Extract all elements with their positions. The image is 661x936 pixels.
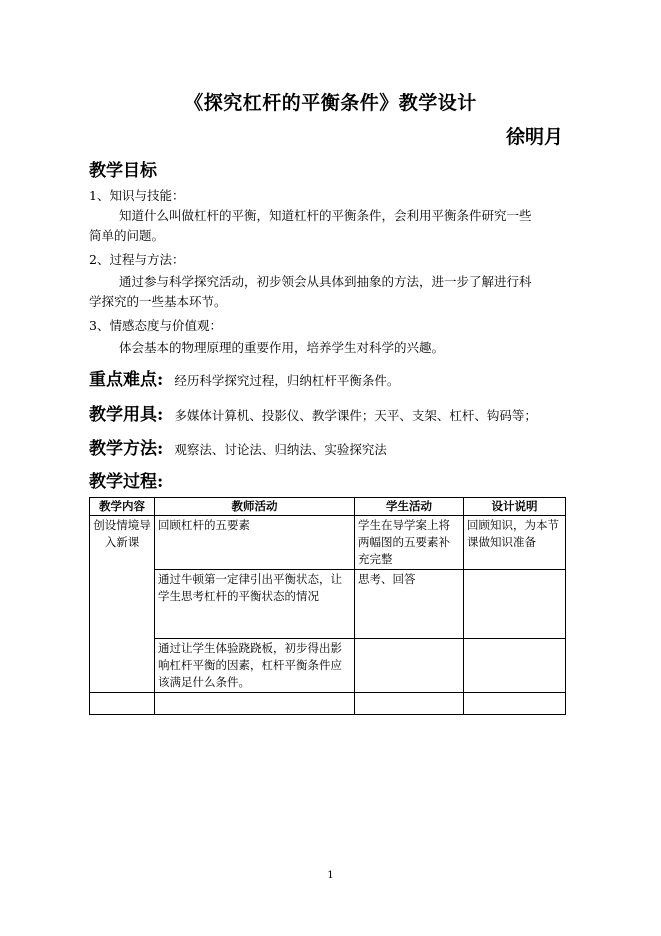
empty-cell [90,693,155,715]
student-cell [355,639,464,693]
document-title: 《探究杠杆的平衡条件》教学设计 [184,92,477,114]
tools-heading: 教学用具: [89,405,164,425]
objective-2-text-line1: 通过参与科学探究活动，初步领会从具体到抽象的方法，进一步了解进行科 [119,274,532,289]
design-cell [464,570,566,639]
methods-text: 观察法、讨论法、归纳法、实验探究法 [174,442,387,457]
objective-2-label: 2、过程与方法： [89,252,185,267]
header-teacher-activity: 教师活动 [155,498,355,516]
table-header-row [90,498,566,516]
student-cell: 思考、回答 [355,570,464,639]
key-points-heading: 重点难点: [89,370,164,390]
header-design-notes: 设计说明 [464,498,566,516]
author-name: 徐明月 [505,126,563,148]
lesson-process-table [89,497,566,715]
key-points-text: 经历科学探究过程，归纳杠杆平衡条件。 [174,373,400,388]
objectives-heading: 教学目标 [89,161,157,181]
objective-1-text-line2: 简单的问题。 [89,228,165,243]
design-cell: 回顾知识，为本节课做知识准备 [464,516,566,570]
stage-cell: 创设情境导入新课 [90,516,155,693]
page-number: 1 [327,870,334,881]
header-content: 教学内容 [90,498,155,516]
table-row-empty [90,693,566,715]
key-points-section [89,365,399,390]
objective-1-label: 1、知识与技能： [89,188,185,203]
objective-3-text-line1: 体会基本的物理原理的重要作用，培养学生对科学的兴趣。 [119,340,445,355]
design-cell [464,639,566,693]
table-row [90,516,566,570]
empty-cell [355,693,464,715]
table-row [90,570,566,639]
tools-text: 多媒体计算机、投影仪、教学课件；天平、支架、杠杆、钩码等； [174,408,537,423]
student-cell: 学生在导学案上将两幅图的五要素补充完整 [355,516,464,570]
methods-section [89,434,387,459]
objective-2-text-line2: 学探究的一些基本环节。 [89,294,227,309]
teacher-cell: 通过牛顿第一定律引出平衡状态，让学生思考杠杆的平衡状态的情况 [155,570,355,639]
objective-3-label: 3、情感态度与价值观： [89,318,222,333]
empty-cell [155,693,355,715]
teacher-cell: 回顾杠杆的五要素 [155,516,355,570]
objective-1-text-line1: 知道什么叫做杠杆的平衡，知道杠杆的平衡条件，会利用平衡条件研究一些 [119,208,532,223]
empty-cell [464,693,566,715]
tools-section [89,400,537,425]
teacher-cell: 通过让学生体验跷跷板，初步得出影响杠杆平衡的因素，杠杆平衡条件应该满足什么条件。 [155,639,355,693]
table-row [90,639,566,693]
header-student-activity: 学生活动 [355,498,464,516]
methods-heading: 教学方法: [89,439,164,459]
process-heading: 教学过程: [89,472,164,492]
